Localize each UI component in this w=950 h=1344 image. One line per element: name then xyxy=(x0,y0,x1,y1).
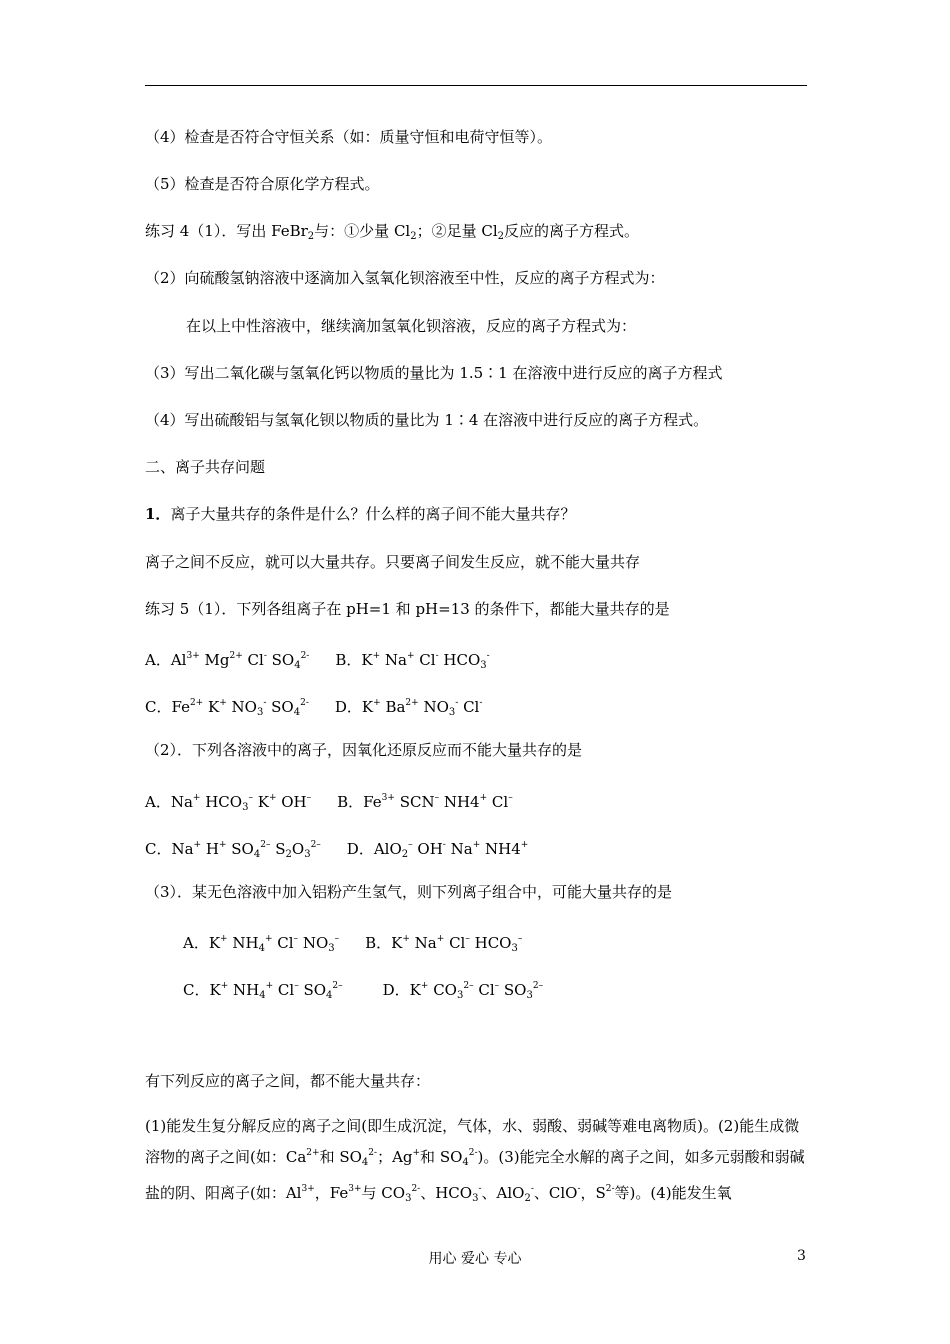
question-text: 离子大量共存的条件是什么？什么样的离子间不能大量共存？ xyxy=(170,505,576,523)
text-line: （5）检查是否符合原化学方程式。 xyxy=(145,175,380,193)
option-line: C．K+ $NH_4^+$ Cl– $SO_4^{2-}$ D．K+ $CO_3^{2-}$ Cl– $SO_3^{2-}$ xyxy=(183,981,544,1001)
option-line: A．K+ $NH_4^+$ Cl– $NO_3^-$ B．K+ Na+ Cl– $HCO_3^-$ xyxy=(183,934,523,954)
text-line: （2）．下列各溶液中的离子，因氧化还原反应而不能大量共存的是 xyxy=(145,741,583,759)
option-line: A．$Al^{3+}$ $Mg^{2+}$ Cl- $SO_4^{2-}$ B．K+ Na+ Cl- $HCO_3^-$ xyxy=(145,651,490,671)
exercise-4-line: 练习 4（1）．写出 FeBr$_2$与：①少量 $Cl_2$；②足量 $Cl_2$反应的离子方程式。 xyxy=(145,222,640,242)
text-line: （3）写出二氧化碳与氢氧化钙以物质的量比为 1.5∶1 在溶液中进行反应的离子方程式 xyxy=(145,364,723,382)
text-line: （3）．某无色溶液中加入铝粉产生氢气，则下列离子组合中，可能大量共存的是 xyxy=(145,883,673,901)
option-line: C．Na+ H+ $SO_4^{2-}$ $S_2O_3^{2-}$ D．AlO$_2$– OH- Na+ NH4+ xyxy=(145,840,529,860)
text-line: 在以上中性溶液中，继续滴加氢氧化钡溶液，反应的离子方程式为： xyxy=(186,317,637,335)
section-heading: 二、离子共存问题 xyxy=(145,458,266,476)
option-line: A．Na+ $HCO_3^-$ K+ OH– B．$Fe^{3+}$ SCN– NH4+ Cl– xyxy=(145,793,513,813)
subscript: 2 xyxy=(307,231,315,242)
text-line: （4）写出硫酸铝与氢氧化钡以物质的量比为 1∶4 在溶液中进行反应的离子方程式。 xyxy=(145,411,709,429)
question-1 xyxy=(145,504,575,524)
text-line: （2）向硫酸氢钠溶液中逐滴加入氢氧化钡溶液至中性，反应的离子方程式为： xyxy=(145,269,665,287)
text: 练习 4（1）．写出 FeBr xyxy=(145,222,308,240)
text-line: （4）检查是否符合守恒关系（如：质量守恒和电荷守恒等）。 xyxy=(145,128,553,146)
paragraph: (1)能发生复分解反应的离子之间(即生成沉淀，气体，水、弱酸、弱碱等难电离物质)。(2)能生成微溶物的离子之间(如：$Ca^{2+}$和 $SO_4^{2-}$；Ag+和 $SO_4^{2-}$)。(3)能完全水解的离子之间，如多元弱酸和弱碱盐的阴、阳离子(如：$Al^{3+}$，$Fe^{3+}$与 $CO_3^{2-}$、$HCO_3^-$、AlO$_2$-、ClO-，$S^{2-}$等)。(4)能发生氧 xyxy=(145,1117,805,1204)
header-rule xyxy=(145,85,807,86)
text: 与：①少量 Cl xyxy=(314,222,411,240)
text: 反应的离子方程式。 xyxy=(504,222,640,240)
question-number: 1． xyxy=(145,505,171,523)
option-line: C．$Fe^{2+}$ K+ $NO_3^-$ $SO_4^{2-}$ D．K+ $Ba^{2+}$ $NO_3^-$ Cl- xyxy=(145,698,483,718)
exercise-5-line: 练习 5（1）．下列各组离子在 pH=1 和 pH=13 的条件下，都能大量共存的是 xyxy=(145,600,670,618)
page-number: 3 xyxy=(797,1248,806,1264)
text: ；②足量 Cl xyxy=(416,222,498,240)
answer-line: 离子之间不反应，就可以大量共存。只要离子间发生反应，就不能大量共存 xyxy=(145,553,641,571)
footer-motto: 用心 爱心 专心 xyxy=(428,1251,522,1267)
text-line: 有下列反应的离子之间，都不能大量共存： xyxy=(145,1072,431,1090)
